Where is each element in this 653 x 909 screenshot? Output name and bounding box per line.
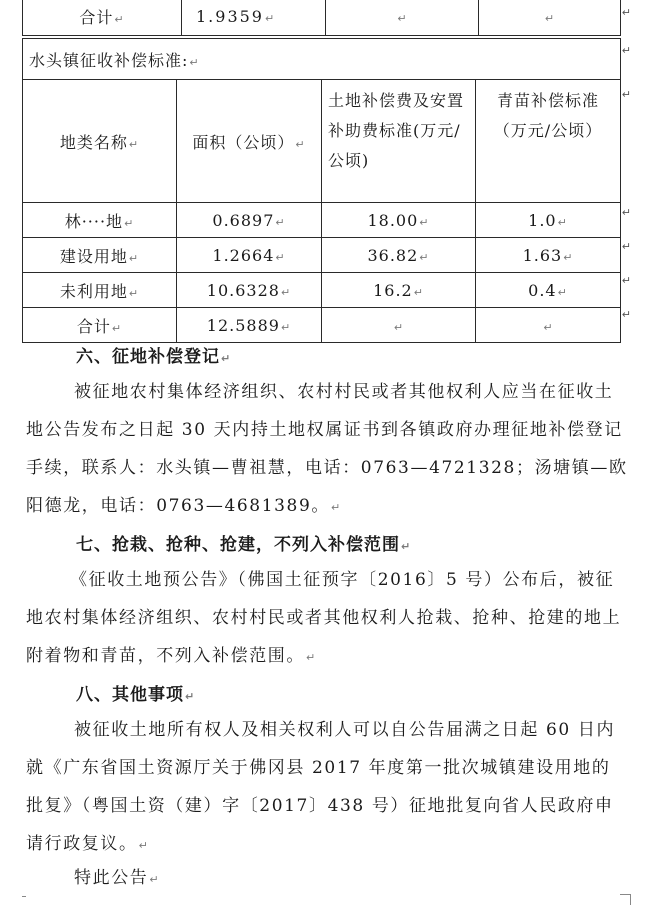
total-empty-cell-1: ↵ bbox=[326, 0, 479, 36]
total-empty-cell-2: ↵ bbox=[479, 0, 621, 36]
table-row bbox=[23, 308, 621, 343]
row-land-fee: 18.00↵ bbox=[322, 203, 476, 238]
row-name: 建设用地↵ bbox=[23, 238, 177, 273]
closing-text: 特此公告↵ bbox=[74, 868, 161, 888]
row-land-fee: 36.82↵ bbox=[322, 238, 476, 273]
row-end-mark: ↵ bbox=[621, 240, 631, 253]
row-area: 1.2664↵ bbox=[177, 238, 322, 273]
header-area: 面积（公顷）↵ bbox=[177, 80, 322, 203]
header-land-fee: 土地补偿费及安置补助费标准(万元/公顷) bbox=[322, 80, 476, 203]
row-land-fee: 16.2↵ bbox=[322, 273, 476, 308]
row-crop-fee: ↵ bbox=[476, 308, 621, 343]
table-row bbox=[23, 238, 621, 273]
table-caption: 水头镇征收补偿标准:↵ bbox=[23, 39, 621, 80]
page-corner-mark bbox=[620, 894, 631, 905]
page-corner-mark bbox=[22, 896, 26, 907]
row-end-mark: ↵ bbox=[621, 308, 631, 321]
row-end-mark: ↵ bbox=[621, 206, 631, 219]
row-name: 林····地↵ bbox=[23, 203, 177, 238]
row-area: 12.5889↵ bbox=[177, 308, 322, 343]
section-6-heading: 六、征地补偿登记↵ bbox=[76, 347, 232, 367]
row-end-mark: ↵ bbox=[621, 6, 631, 19]
row-name: 合计↵ bbox=[23, 308, 177, 343]
total-label-cell: 合计↵ bbox=[23, 0, 182, 36]
section-8-heading: 八、其他事项↵ bbox=[76, 685, 196, 705]
row-end-mark: ↵ bbox=[621, 88, 631, 101]
section-7-heading: 七、抢栽、抢种、抢建，不列入补偿范围↵ bbox=[76, 535, 412, 555]
header-crop-fee: 青苗补偿标准（万元/公顷） bbox=[476, 80, 621, 203]
previous-table-total-row bbox=[22, 0, 621, 36]
row-end-mark: ↵ bbox=[621, 44, 631, 57]
total-area-cell: 1.9359↵ bbox=[182, 0, 326, 36]
header-land-type: 地类名称↵ bbox=[23, 80, 177, 203]
row-area: 10.6328↵ bbox=[177, 273, 322, 308]
row-crop-fee: 1.63↵ bbox=[476, 238, 621, 273]
row-area: 0.6897↵ bbox=[177, 203, 322, 238]
table-row bbox=[23, 273, 621, 308]
row-crop-fee: 0.4↵ bbox=[476, 273, 621, 308]
section-7-body: 《征收土地预公告》（佛国土征预字〔2016〕5 号）公布后，被征地农村集体经济组织、农村村民或者其他权利人抢栽、抢种、抢建的地上附着物和青苗，不列入补偿范围。↵ bbox=[26, 570, 622, 666]
row-name: 未利用地↵ bbox=[23, 273, 177, 308]
row-crop-fee: 1.0↵ bbox=[476, 203, 621, 238]
table-row bbox=[23, 203, 621, 238]
section-8-body: 被征收土地所有权人及相关权利人可以自公告届满之日起 60 日内就《广东省国土资源厅关于佛冈县 2017 年度第一批次城镇建设用地的批复》（粤国土资（建）字〔2017〕438 号）征地批复向省人民政府申请行政复议。↵ bbox=[26, 720, 616, 854]
compensation-standard-table bbox=[22, 38, 621, 343]
row-land-fee: ↵ bbox=[322, 308, 476, 343]
section-6-body: 被征地农村集体经济组织、农村村民或者其他权利人应当在征收土地公告发布之日起 30 天内持土地权属证书到各镇政府办理征地补偿登记手续，联系人：水头镇—曹祖慧，电话：0763—4721328；汤塘镇—欧阳德龙，电话：0763—4681389。↵ bbox=[26, 382, 628, 516]
row-end-mark: ↵ bbox=[621, 274, 631, 287]
